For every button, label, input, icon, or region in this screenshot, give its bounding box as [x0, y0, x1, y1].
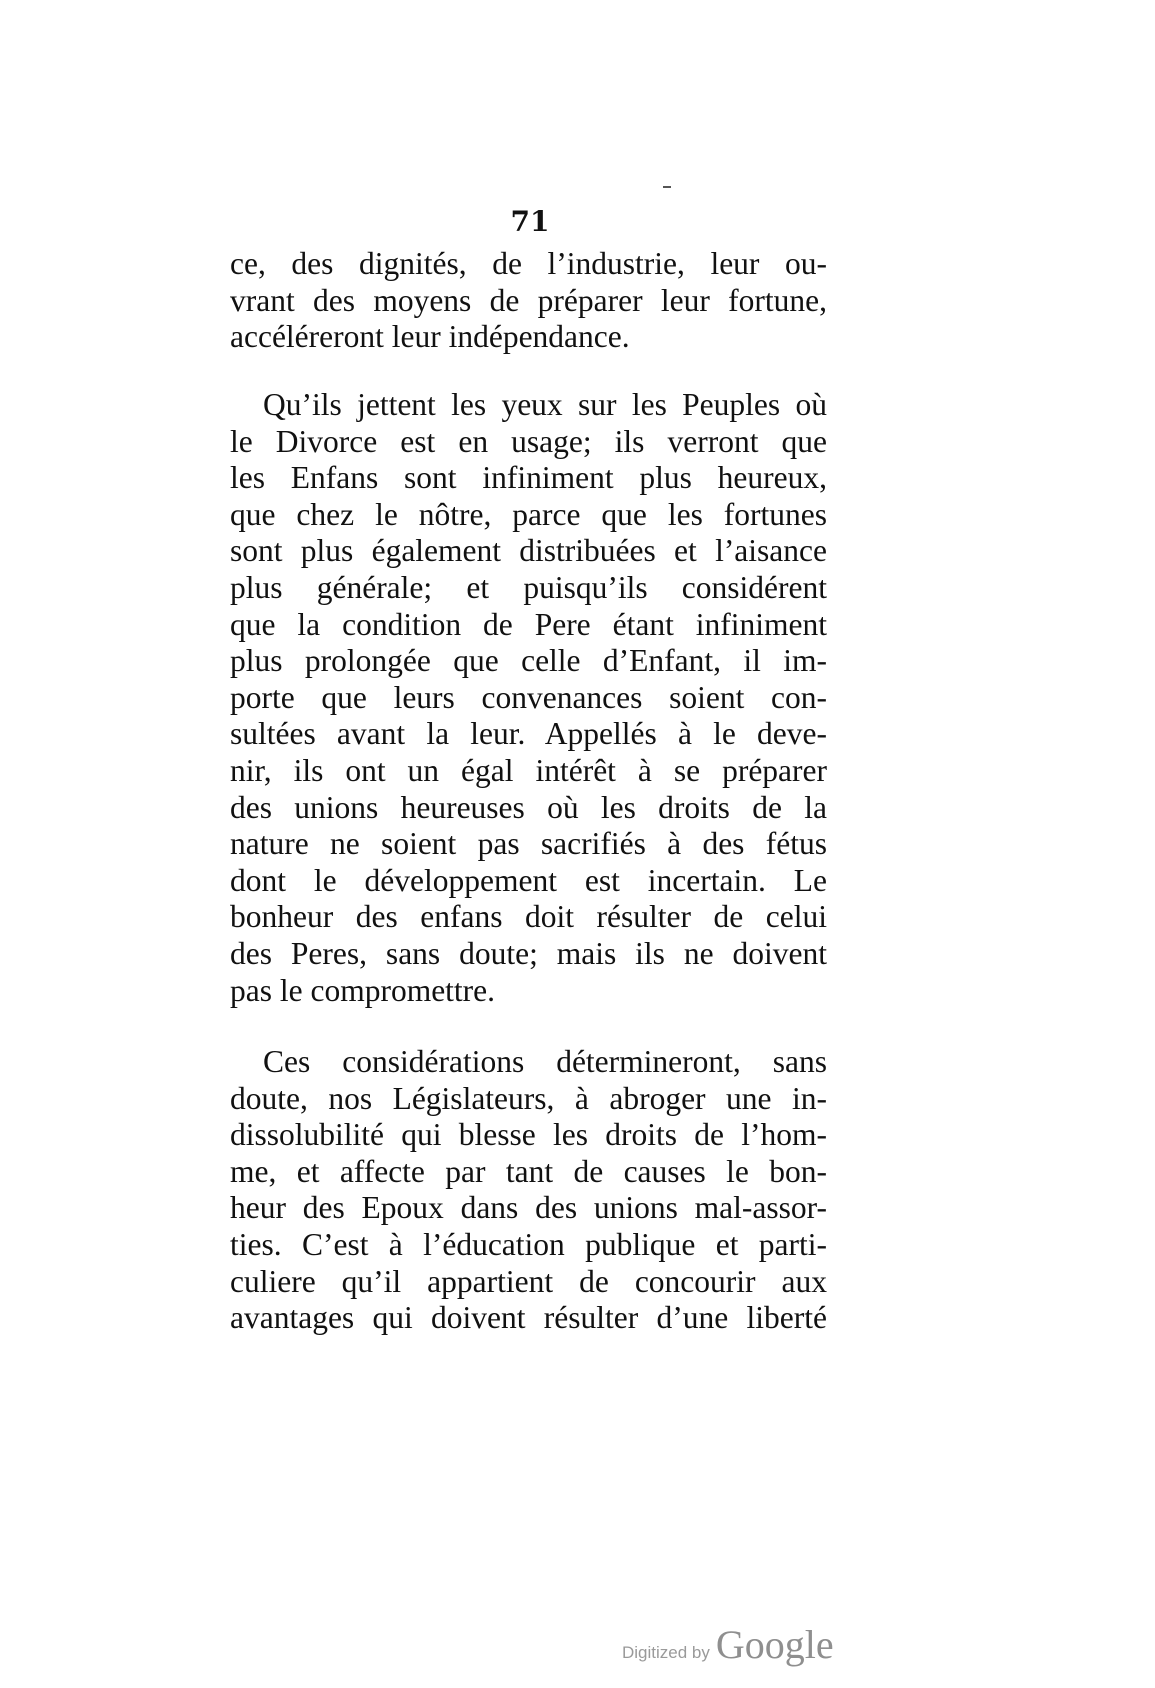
text-line: me, et affecte par tant de causes le bon- [230, 1153, 827, 1189]
text-line: avantages qui doivent résulter d’une liberté [230, 1300, 827, 1336]
paragraph-3 [230, 1044, 827, 1337]
paragraph-2 [230, 387, 827, 1009]
text-line: que la condition de Pere étant infiniment [230, 606, 827, 642]
text-line: sont plus également distribuées et l’aisance [230, 533, 827, 569]
text-line: nature ne soient pas sacrifiés à des fétus [230, 826, 827, 862]
text-line: plus prolongée que celle d’Enfant, il im- [230, 643, 827, 679]
text-line: ties. C’est à l’éducation publique et parti- [230, 1226, 827, 1262]
google-logo: Google [715, 1622, 834, 1667]
text-line: doute, nos Législateurs, à abroger une in- [230, 1080, 827, 1116]
text-line: des Peres, sans doute; mais ils ne doivent [230, 935, 827, 971]
text-line: le Divorce est en usage; ils verront que [230, 423, 827, 459]
text-line: vrant des moyens de préparer leur fortune, [230, 282, 827, 318]
text-line: ce, des dignités, de l’industrie, leur ou- [230, 246, 827, 281]
text-line: Ces considérations détermineront, sans [263, 1044, 827, 1079]
ink-mark [663, 186, 671, 188]
text-line: que chez le nôtre, parce que les fortunes [230, 496, 827, 532]
digitized-watermark [622, 1621, 834, 1667]
text-line: bonheur des enfans doit résulter de celui [230, 899, 827, 935]
text-line: sultées avant la leur. Appellés à le deve- [230, 716, 827, 752]
text-line: les Enfans sont infiniment plus heureux, [230, 460, 827, 496]
text-line: nir, ils ont un égal intérêt à se préparer [230, 752, 827, 788]
digitized-label: Digitized by [622, 1643, 710, 1662]
text-line: accéléreront leur indépendance. [230, 319, 630, 355]
text-line: culiere qu’il appartient de concourir aux [230, 1263, 827, 1299]
page-number: 71 [510, 205, 550, 238]
text-line: plus générale; et puisqu’ils considérent [230, 569, 827, 605]
text-line: porte que leurs convenances soient con- [230, 679, 827, 715]
paragraph-1 [230, 246, 827, 356]
text-line: des unions heureuses où les droits de la [230, 789, 827, 825]
text-line: dont le développement est incertain. Le [230, 862, 827, 898]
text-line: heur des Epoux dans des unions mal-assor- [230, 1190, 827, 1226]
text-line: Qu’ils jettent les yeux sur les Peuples où [263, 387, 827, 422]
text-line: pas le compromettre. [230, 972, 496, 1008]
text-line: dissolubilité qui blesse les droits de l’hom- [230, 1117, 827, 1153]
